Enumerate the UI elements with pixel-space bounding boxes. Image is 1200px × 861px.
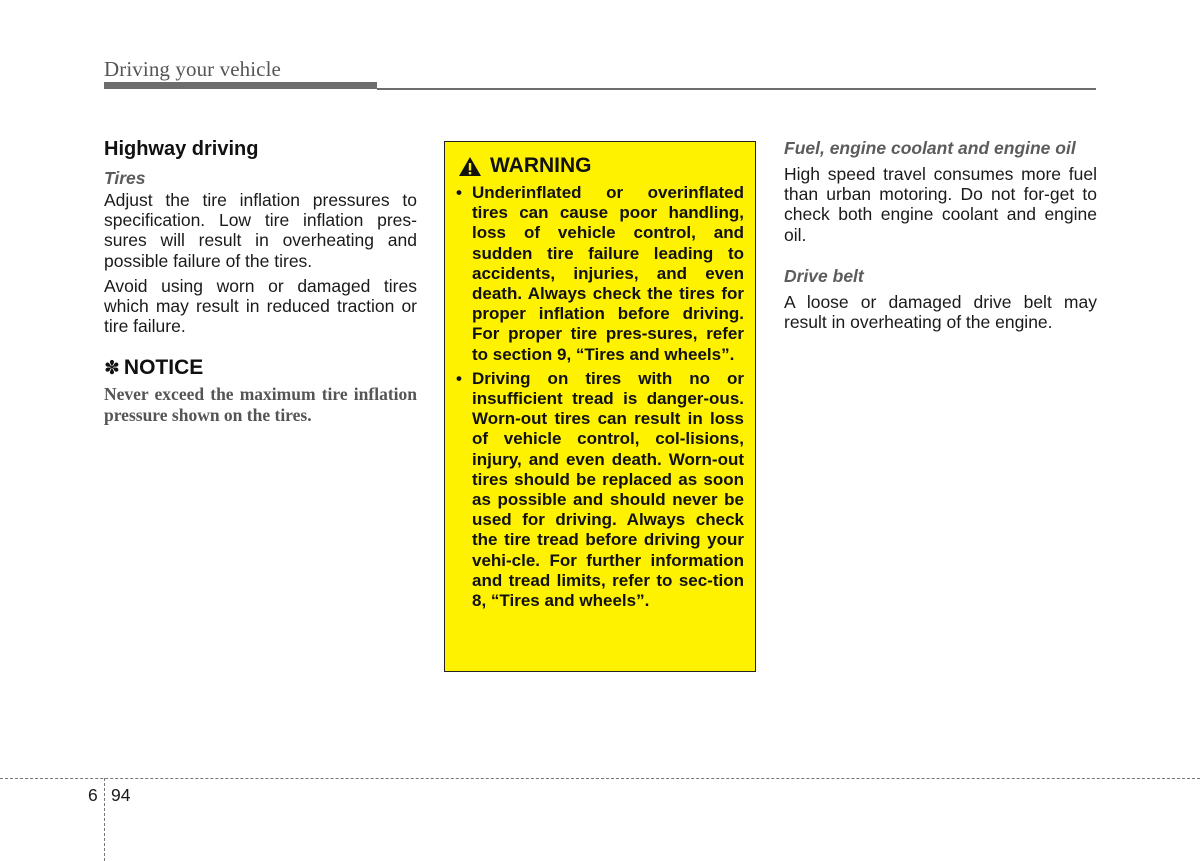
notice-star-icon: ✽ <box>104 358 120 380</box>
paragraph: Adjust the tire inflation pressures to specification. Low tire inflation pres-sures will result in overheating and possible failure of the tires. <box>104 190 417 271</box>
paragraph: Avoid using worn or damaged tires which may result in reduced traction or tire failure. <box>104 275 417 337</box>
notice-text: Never exceed the maximum tire inflation pressure shown on the tires. <box>104 384 417 425</box>
header-rule-thin <box>377 88 1096 90</box>
paragraph: A loose or damaged drive belt may result in overheating of the engine. <box>784 291 1097 333</box>
subheading-drive-belt: Drive belt <box>784 265 864 286</box>
header-title: Driving your vehicle <box>104 57 281 81</box>
left-column <box>104 138 417 425</box>
subheading-tires: Tires <box>104 168 146 188</box>
section-heading: Highway driving <box>104 138 259 160</box>
warning-item <box>456 369 744 611</box>
warning-item <box>456 183 744 365</box>
right-column <box>784 138 1097 337</box>
notice-heading <box>104 356 417 380</box>
warning-box <box>444 141 756 672</box>
warning-triangle-icon <box>458 156 482 177</box>
bullet-icon: • <box>456 183 462 202</box>
footer-divider <box>0 778 1200 779</box>
page-number: 94 <box>111 785 131 805</box>
warning-list <box>456 183 744 611</box>
subheading-fuel: Fuel, engine coolant and engine oil <box>784 138 1076 158</box>
footer-vertical-divider <box>104 778 105 861</box>
warning-title: WARNING <box>490 154 592 177</box>
bullet-icon: • <box>456 368 462 388</box>
paragraph: High speed travel consumes more fuel than urban motoring. Do not for-get to check both engine coolant and engine oil. <box>784 164 1097 245</box>
header-rule-thick <box>104 82 377 89</box>
warning-item-text: Driving on tires with no or insufficient tread is danger-ous. Worn-out tires can result in loss of vehicle control, col-lisions, injury, and even death. Worn-out tires should be replaced as soon as possible and should never be used for driving. Always check the tire tread before driving your vehi-cle. For further information and tread limits, refer to sec-tion 8, “Tires and wheels”. <box>472 368 744 611</box>
chapter-number: 6 <box>88 785 98 805</box>
warning-title-row <box>458 154 744 178</box>
warning-item-text: Underinflated or overinflated tires can cause poor handling, loss of vehicle control, and sudden tire failure leading to accidents, injuries, and even death. Always check the tires for proper inflation before driving. For proper tire pres-sures, refer to section 9, “Tires and wheels”. <box>472 183 744 364</box>
notice-title: NOTICE <box>123 356 204 380</box>
